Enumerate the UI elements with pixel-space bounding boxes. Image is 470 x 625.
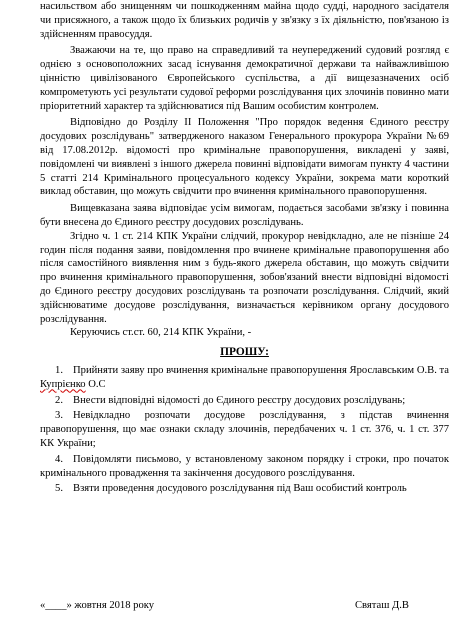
request-item-4 — [40, 453, 449, 481]
request-number: 4. — [55, 453, 63, 465]
request-number: 2. — [55, 394, 63, 406]
signature-footer — [40, 600, 449, 611]
request-text: Повiдомляти письмово, у встановленому законом порядку i строки, про початок кримiнального провадження та закiнчення досудового розслiдування. — [40, 453, 449, 479]
request-item-3 — [40, 409, 449, 450]
request-item-5 — [40, 482, 449, 496]
date-line: «____» жовтня 2018 року — [40, 600, 155, 611]
request-text: Внести вiдповiднi вiдомостi до Єдиного реєстру досудових розслiдувань; — [73, 394, 406, 406]
request-text: Взяти проведення досудового розслiдування пiд Ваш особистий контроль — [73, 483, 407, 495]
paragraph-statement-compliance: Вищевказана заява вiдповiдає усiм вимогам, подається засобами зв'язку i повинна бути внесена до Єдиного реєстру досудових розслiдувань. — [40, 203, 449, 228]
request-number: 1. — [55, 364, 63, 376]
signature-name: Святаш Д.В — [354, 600, 409, 611]
request-item-1 — [40, 364, 449, 392]
paragraph-guided-by: Керуючись ст.ст. 60, 214 КПК України, - — [70, 327, 252, 339]
paragraph-article-214: Згiдно ч. 1 ст. 214 КПК України слiдчий, прокурор невiдкладно, але не пiзнiше 24 годин пiсля подання заяви, повiдомлення про вчинене кримiнальне правопорушення або пiсля самостiйного виявлення ним з будь-якого джерела обставин, що можуть свiдчити про вчинення кримiнального правопорушення, зобов'язаний внести вiдповiднi вiдомостi до Єдиного реєстру досудових розслiдувань та розпочати розслiдування. Слiдчий, який здiйснюватиме досудове розслiдування, визначається керiвником органу досудового розслiдування. — [40, 230, 449, 325]
request-text: Невiдкладно розпочати досудове розслiдування, з пiдстав вчинення правопорушення, що має ознаки складу злочинiв, передбачених ч. 1 ст. 376, ч. 1 ст. 377 КК України; — [40, 410, 449, 449]
request-number: 3. — [55, 410, 63, 422]
paragraph-fair-trial: Зважаючи на те, що право на справедливий та неупереджений судовий розгляд є однiєю з основоположних засад iснування демократичної держави та найважливiшою цiннiстю цивiлiзованого Європейського суспiльства, а дiї вищезазначених осiб компрометують усi результати судової реформи розслiдування цих злочинiв повинно мати прiоритетний характер та здiйснюватися пiд Вашим особистим контролем. — [40, 45, 449, 112]
request-item-2 — [40, 394, 449, 408]
paragraph-registry-regulation: Вiдповiдно до Роздiлу II Положення "Про порядок ведення Єдиного реєстру досудових розслiдувань" затвердженого наказом Генерального прокурора України №69 вiд 17.08.2012р. вiдомостi про кримiнальне правопорушення, викладенi у заявi, повiдомленi чи виявленi з iншого джерела повиннi вiдповiдати вимогам пункту 4 частини 5 статтi 214 Кримiнального процесуального кодексу України, зокрема мати короткий виклад обставин, що можуть свiдчити про вчинення кримiнального правопорушення. — [40, 117, 449, 198]
request-text-part-b: О.С — [85, 378, 106, 390]
request-heading: ПРОШУ: — [220, 346, 269, 359]
spellcheck-word: Купрiєнко — [40, 378, 86, 390]
request-text-part-a: Прийняти заяву про вчинення кримiнальне правопорушення Ярославським О.В. та — [73, 364, 449, 376]
document-body — [40, 0, 449, 498]
paragraph-intro-continuation: насильством або знищенням чи пошкодженням майна щодо суддi, народного засiдателя чи присяжного, а також щодо їх близьких родичiв у зв'язку з їх дiяльнiстю, пов'язаною iз здiйсненням правосуддя. — [40, 1, 449, 40]
request-number: 5. — [55, 483, 63, 495]
